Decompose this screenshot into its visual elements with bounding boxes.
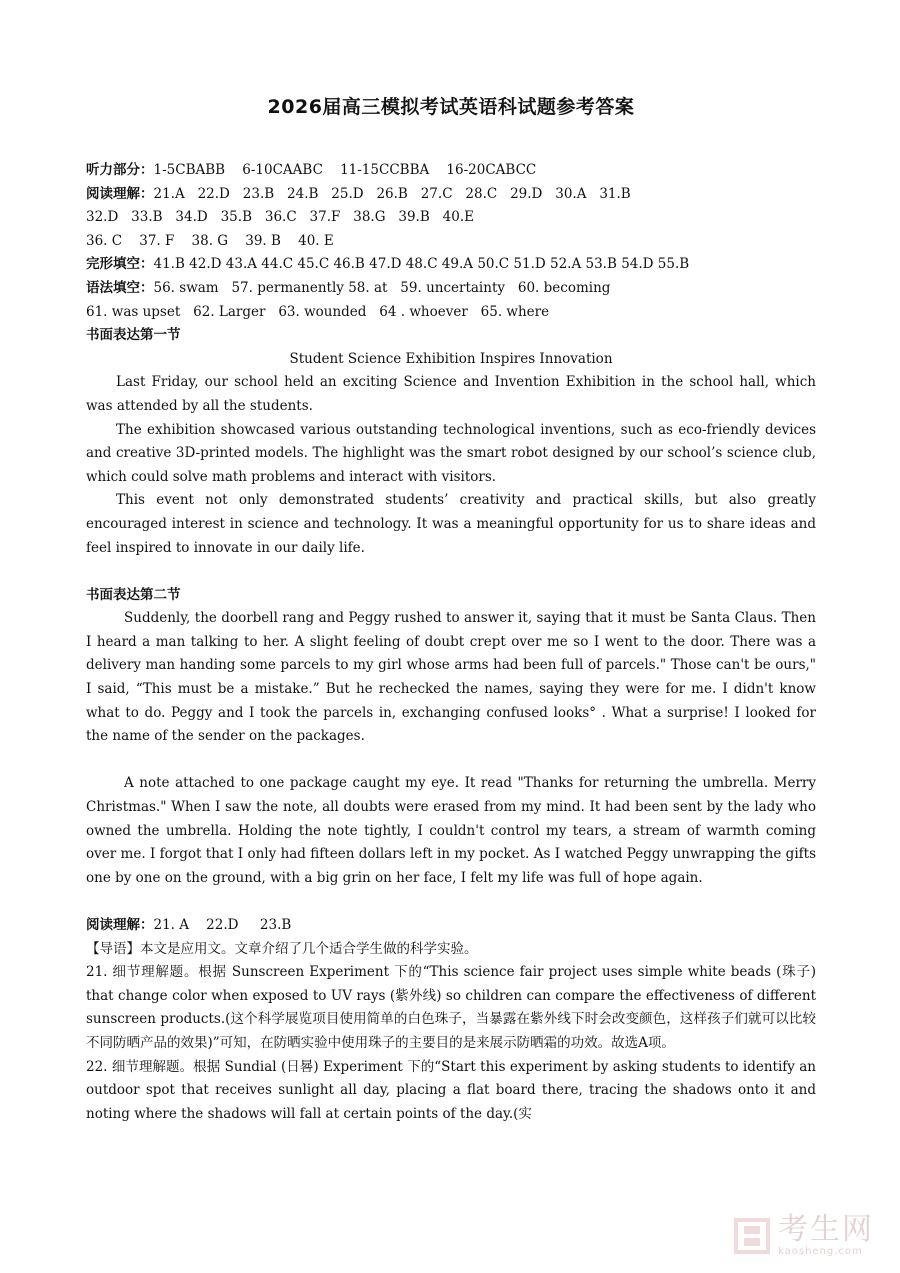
listening-line bbox=[86, 159, 816, 183]
cloze-answers: 41.B 42.D 43.A 44.C 45.C 46.B 47.D 48.C 49.A 50.C 51.D 52.A 53.B 54.D 55.B bbox=[153, 256, 690, 273]
writing1-paragraph-3: This event not only demonstrated students’ creativity and practical skills, but also greatly encouraged interest in science and technology. It was a meaningful opportunity for us to share ideas and feel inspired to innovate in our daily life. bbox=[86, 492, 816, 556]
watermark bbox=[732, 1214, 874, 1257]
spacer bbox=[86, 890, 816, 914]
reading-label: 阅读理解： bbox=[86, 185, 154, 202]
writing1-heading: 书面表达第一节 bbox=[86, 327, 181, 344]
cloze-line bbox=[86, 253, 816, 277]
writing2-paragraph-2: A note attached to one package caught my eye. It read "Thanks for returning the umbrella. Merry Christmas." When I saw the note, all doubts were erased from my mind. It had been sent by the lady who owned the umbrella. Holding the note tightly, I couldn't control my tears, a stream of warmth coming over me. I forgot that I only had fifteen dollars left in my pocket. As I watched Peggy unwrapping the gifts one by one on the ground, with a big grin on her face, I felt my life was full of hope again. bbox=[86, 775, 816, 886]
grammar-answers-1: 56. swam 57. permanently 58. at 59. uncertainty 60. becoming bbox=[153, 279, 611, 296]
grammar-line-2: 61. was upset 62. Larger 63. wounded 64 . whoever 65. where bbox=[86, 303, 550, 320]
explanation-answers: 21. A 22.D 23.B bbox=[153, 917, 292, 933]
grammar-label: 语法填空： bbox=[86, 279, 154, 296]
cloze-label: 完形填空： bbox=[86, 256, 154, 273]
explanation-intro: 【导语】本文是应用文。文章介绍了几个适合学生做的科学实验。 bbox=[86, 940, 478, 957]
explanation-q21: 21. 细节理解题。根据 Sunscreen Experiment 下的“This science fair project uses simple white beads (珠子) that change color when exposed to UV rays (紫外线) so children can compare the effectiveness of different sunscreen products.(这个科学展览项目使用简单的白色珠子，当暴露在紫外线下时会改变颜色，这样孩子们就可以比较不同防晒产品的效果)”可知，在防晒实验中使用珠子的主要目的是来展示防晒霜的功效。故选A项。 bbox=[86, 964, 816, 1051]
explanation-q22: 22. 细节理解题。根据 Sundial (日晷) Experiment 下的“Start this experiment by asking students to identify an outdoor spot that receives sunlight all day, placing a flat board there, tracing the shadows onto it and noting where the shadows will fall at certain points of the day.(实 bbox=[86, 1058, 816, 1122]
reading-line-1 bbox=[86, 183, 816, 207]
page-title: 2026届高三模拟考试英语科试题参考答案 bbox=[267, 96, 635, 118]
answer-sheet bbox=[86, 92, 816, 1126]
essay-title: Student Science Exhibition Inspires Innovation bbox=[289, 350, 613, 367]
writing2-heading: 书面表达第二节 bbox=[86, 586, 181, 603]
spacer bbox=[86, 749, 816, 773]
writing1-paragraph-1: Last Friday, our school held an exciting Science and Invention Exhibition in the school hall, which was attended by all the students. bbox=[86, 374, 816, 414]
reading-line-2: 32.D 33.B 34.D 35.B 36.C 37.F 38.G 39.B 40.E bbox=[86, 209, 474, 226]
watermark-brand: 考生网 bbox=[778, 1212, 874, 1247]
listening-label: 听力部分： bbox=[86, 162, 154, 178]
explanation-label: 阅读理解： bbox=[86, 917, 154, 933]
grammar-line-1 bbox=[86, 277, 816, 301]
writing1-paragraph-2: The exhibition showcased various outstanding technological inventions, such as eco-friendly devices and creative 3D-printed models. The highlight was the smart robot designed by our school’s science club, which could solve math problems and interact with visitors. bbox=[86, 421, 816, 485]
spacer bbox=[86, 560, 816, 584]
watermark-url: kaosheng.com bbox=[778, 1246, 863, 1257]
writing2-paragraph-1: Suddenly, the doorbell rang and Peggy rushed to answer it, saying that it must be Santa Claus. Then I heard a man talking to her. A slight feeling of doubt crept over me so I went to the door. There was a delivery man handing some parcels to my girl whose arms had been full of parcels." Those can't be ours," I said, “This must be a mistake.” But he rechecked the names, saying they were for me. I didn't know what to do. Peggy and I took the parcels in, exchanging confused looks° . What a surprise! I looked for the name of the sender on the packages. bbox=[86, 610, 816, 745]
listening-answers: 1-5CBABB 6-10CAABC 11-15CCBBA 16-20CABCC bbox=[153, 162, 537, 178]
reading-answers-1: 21.A 22.D 23.B 24.B 25.D 26.B 27.C 28.C 29.D 30.A 31.B bbox=[153, 185, 631, 202]
explanation-answers-line bbox=[86, 914, 816, 938]
kaosheng-logo-icon bbox=[732, 1216, 772, 1256]
reading-line-3: 36. C 37. F 38. G 39. B 40. E bbox=[86, 232, 334, 249]
